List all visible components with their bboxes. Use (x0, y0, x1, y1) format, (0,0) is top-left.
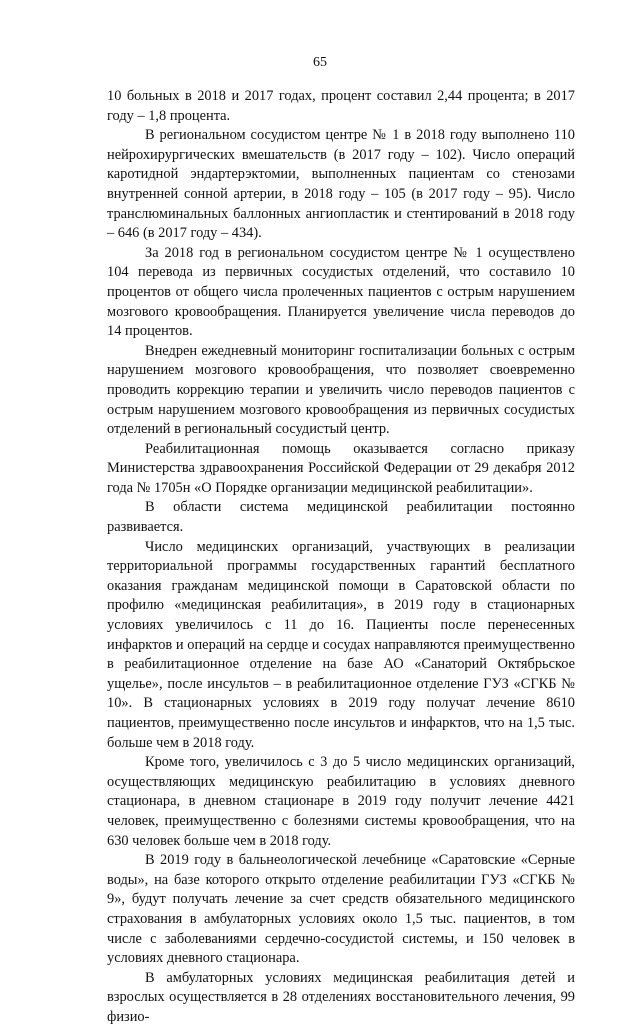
paragraph-day-hospital: Кроме того, увеличилось с 3 до 5 число медицинских организаций, осуществляющих медицинскую реабилитацию в условиях дневного стационара, в дневном стационаре в 2019 году получит лечение 4421 человек, преимущественно с болезнями системы кровообращения, что на 630 человек больше чем в 2018 году. (107, 754, 575, 849)
paragraph-monitoring: Внедрен ежедневный мониторинг госпитализации больных с острым нарушением мозгового кровообращения, что позволяет своевременно проводить коррекцию терапии и увеличить число переводов пациентов с острым нарушением мозгового кровообращения из первичных сосудистых отделений в региональный сосудистый центр. (107, 342, 575, 438)
page-number: 65 (313, 55, 327, 70)
paragraph-continuation: 10 больных в 2018 и 2017 годах, процент составил 2,44 процента; в 2017 году – 1,8 процента. (107, 88, 575, 124)
paragraph-transfers: За 2018 год в региональном сосудистом центре № 1 осуществлено 104 перевода из первичных сосудистых отделений, что составило 10 процентов от общего числа пролеченных пациентов с острым нарушением мозгового кровообращения. Планируется увеличение числа переводов до 14 процентов. (107, 244, 575, 340)
paragraph-vascular-center-operations: В региональном сосудистом центре № 1 в 2018 году выполнено 110 нейрохирургических вмешательств (в 2017 году – 102). Число операций каротидной эндартерэктомии, выполненных пациентам со стенозами внутренней сонной артерии, в 2018 году – 105 (в 2017 году – 95). Число транслюминальных баллонных ангиопластик и стентирований в 2018 году – 646 (в 2017 году – 434). (107, 127, 575, 242)
paragraph-outpatient-rehabilitation: В амбулаторных условиях медицинская реабилитация детей и взрослых осуществляется в 28 отделениях восстановительного лечения, 99 физио- (107, 969, 575, 1025)
document-body (107, 87, 575, 1028)
paragraph-balneological-clinic: В 2019 году в бальнеологической лечебнице «Саратовские «Серные воды», на базе которого открыто отделение реабилитации ГУЗ «СГКБ № 9», будут получать лечение за счет средств обязательного медицинского страхования в амбулаторных условиях около 1,5 тыс. пациентов, в том числе с заболеваниями сердечно-сосудистой системы, и 150 человек в условиях дневного стационара. (107, 852, 575, 967)
paragraph-rehabilitation-order: Реабилитационная помощь оказывается согласно приказу Министерства здравоохранения Российской Федерации от 29 декабря 2012 года № 1705н «О Порядке организации медицинской реабилитации». (107, 440, 575, 496)
paragraph-inpatient-rehabilitation: Число медицинских организаций, участвующих в реализации территориальной программы государственных гарантий бесплатного оказания гражданам медицинской помощи в Саратовской области по профилю «медицинская реабилитация», в 2019 году в стационарных условиях увеличилось с 11 до 16. Пациенты после перенесенных инфарктов и операций на сердце и сосудах направляются преимущественно в реабилитационное отделение на базе АО «Санаторий Октябрьское ущелье», после инсультов – в реабилитационное отделение ГУЗ «СГКБ № 10». В стационарных условиях в 2019 году получат лечение 8610 пациентов, преимущественно после инсультов и инфарктов, что на 1,5 тыс. больше чем в 2018 году. (107, 538, 575, 751)
paragraph-rehabilitation-system: В области система медицинской реабилитации постоянно развивается. (107, 499, 575, 536)
